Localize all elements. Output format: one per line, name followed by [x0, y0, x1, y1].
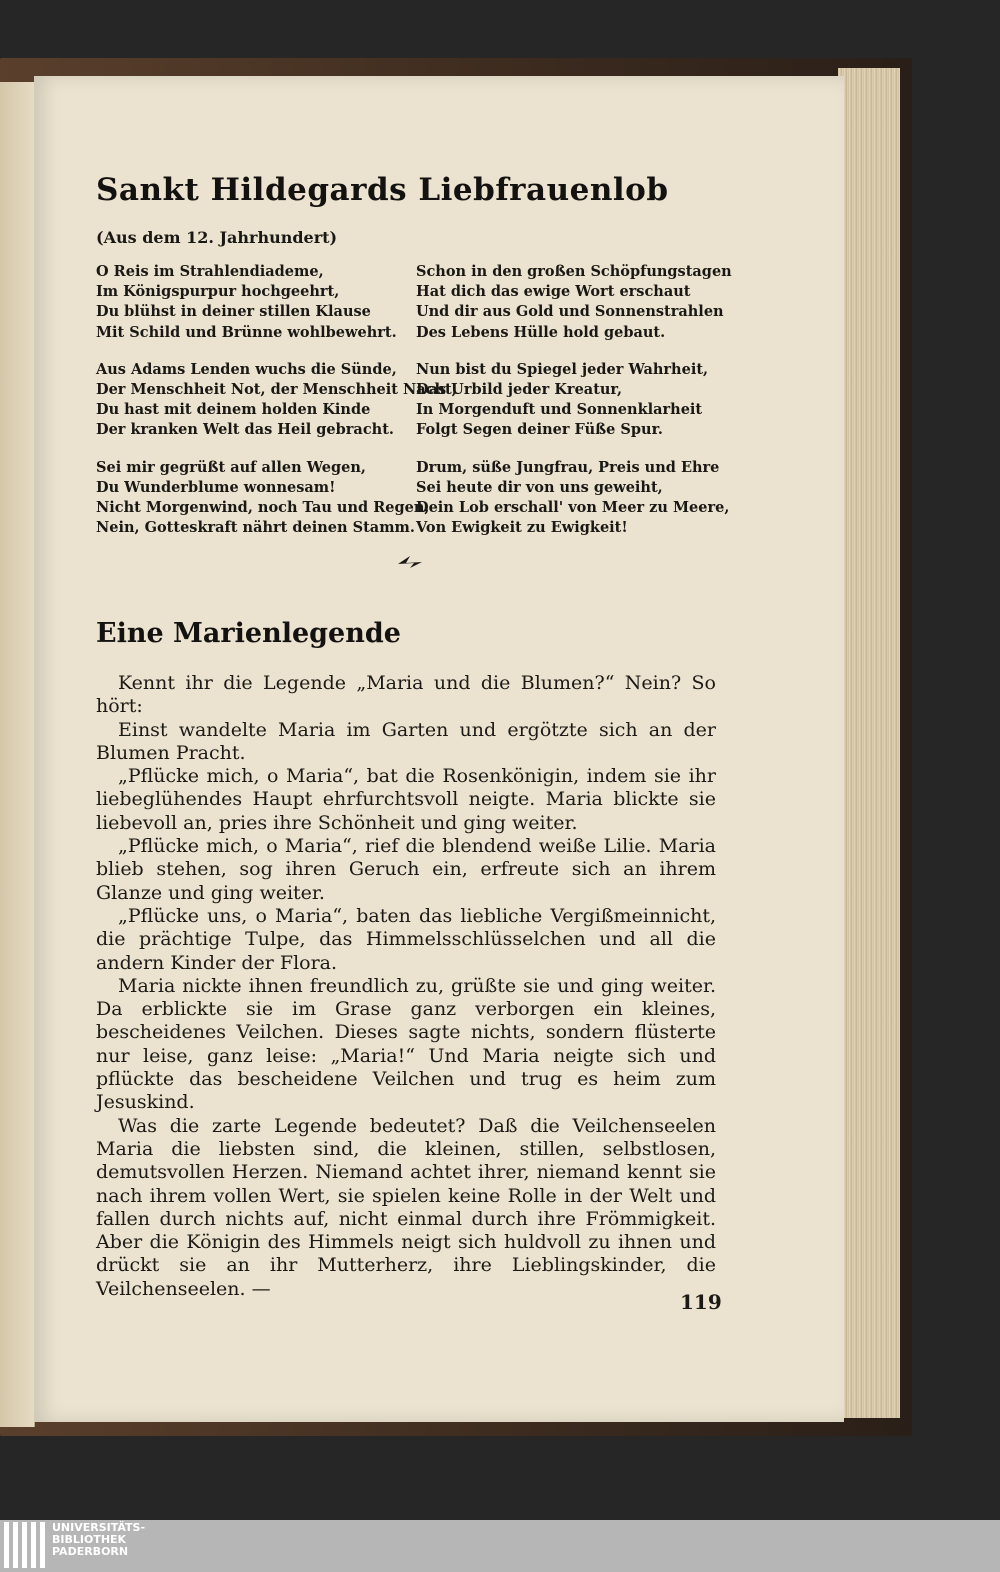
poem-line: Von Ewigkeit zu Ewigkeit!: [416, 519, 628, 537]
library-name-line: BIBLIOTHEK: [52, 1533, 127, 1546]
poem-column-left: [96, 262, 457, 555]
poem-line: In Morgenduft und Sonnenklarheit: [416, 401, 703, 419]
poem-line: Mit Schild und Brünne wohlbewehrt.: [96, 323, 397, 341]
legend-text: [96, 672, 716, 1301]
stanza: [96, 262, 426, 343]
poem-line: Aus Adams Lenden wuchs die Sünde,: [96, 360, 397, 378]
library-name-line: PADERBORN: [52, 1545, 129, 1558]
stanza: [96, 458, 430, 539]
poem-line: Das Urbild jeder Kreatur,: [416, 381, 623, 399]
stanza: [96, 360, 457, 441]
poem-line: Nicht Morgenwind, noch Tau und Regen,: [96, 499, 430, 517]
poem-line: Du hast mit deinem holden Kinde: [96, 401, 371, 419]
paragraph: „Pflücke uns, o Maria“, baten das liebliche Vergißmeinnicht, die prächtige Tulpe, das Himmelsschlüsselchen und all die andern Kinder der Flora.: [96, 904, 716, 974]
poem-line: Und dir aus Gold und Sonnenstrahlen: [416, 303, 724, 321]
left-page-edge: [0, 82, 35, 1427]
poem-line: Im Königspurpur hochgeehrt,: [96, 283, 340, 301]
poem-line: Sei heute dir von uns geweiht,: [416, 478, 663, 496]
poem-line: Schon in den großen Schöpfungstagen: [416, 263, 732, 280]
ornament-icon: [396, 552, 424, 577]
paragraph: Kennt ihr die Legende „Maria und die Blumen?“ Nein? So hört:: [96, 672, 716, 718]
paragraph: „Pflücke mich, o Maria“, bat die Rosenkönigin, indem sie ihr liebeglühendes Haupt ehrfurchtsvoll neigte. Maria blickte sie liebevoll an, pries ihre Schönheit und ging weiter.: [96, 765, 716, 834]
poem-line: O Reis im Strahlendiademe,: [96, 263, 324, 280]
poem-line: Der Menschheit Not, der Menschheit Nacht,: [96, 381, 457, 399]
footer-bar: [0, 1520, 1000, 1572]
page-number: 119: [680, 1290, 722, 1314]
poem-line: Dein Lob erschall' von Meer zu Meere,: [416, 499, 730, 517]
poem-line: Du blühst in deiner stillen Klause: [96, 303, 371, 321]
paragraph: „Pflücke mich, o Maria“, rief die blendend weiße Lilie. Maria blieb stehen, sog ihren Geruch ein, erfreute sich an ihrem Glanze und ging weiter.: [96, 835, 716, 904]
poem-column-right: [416, 262, 746, 555]
paragraph: Was die zarte Legende bedeutet? Daß die Veilchenseelen Maria die liebsten sind, die kleinen, stillen, selbstlosen, demutsvollen Herzen. Niemand achtet ihrer, niemand kennt sie nach ihrem vollen Wert, sie spielen keine Rolle in der Welt und fallen durch nichts auf, nicht einmal durch ihre Frömmigkeit. Aber die Königin des Himmels neigt sich huldvoll zu ihnen und drückt sie an ihr Mutterherz, ihre Lieblingskinder, die Veilchenseelen. —: [96, 1114, 716, 1300]
library-logo-icon: [4, 1522, 46, 1568]
page-edges: [838, 68, 900, 1418]
stanza: [416, 458, 746, 539]
poem-line: Nein, Gotteskraft nährt deinen Stamm.: [96, 519, 415, 537]
poem-line: Folgt Segen deiner Füße Spur.: [416, 421, 663, 439]
poem-line: Du Wunderblume wonnesam!: [96, 478, 336, 496]
poem-line: Des Lebens Hülle hold gebaut.: [416, 323, 666, 341]
poem-line: Drum, süße Jungfrau, Preis und Ehre: [416, 458, 720, 476]
stanza: [416, 262, 746, 343]
stanza: [416, 360, 746, 441]
poem-line: Nun bist du Spiegel jeder Wahrheit,: [416, 360, 709, 378]
poem-title: Sankt Hildegards Liebfrauenlob: [96, 172, 669, 208]
library-name-line: UNIVERSITÄTS-: [52, 1521, 146, 1534]
library-name: [52, 1522, 145, 1558]
paragraph: Maria nickte ihnen freundlich zu, grüßte sie und ging weiter. Da erblickte sie im Grase ganz verborgen ein kleines, bescheidenes Veilchen. Dieses sagte nichts, sondern flüsterte nur leise, ganz leise: „Maria!“ Und Maria neigte sich und pflückte das bescheidene Veilchen und trug es heim zum Jesuskind.: [96, 974, 716, 1114]
poem-line: Sei mir gegrüßt auf allen Wegen,: [96, 458, 366, 476]
paragraph: Einst wandelte Maria im Garten und ergötzte sich an der Blumen Pracht.: [96, 718, 716, 764]
legend-title: Eine Marienlegende: [96, 618, 401, 649]
poem-subtitle: (Aus dem 12. Jahrhundert): [96, 228, 338, 247]
poem-line: Hat dich das ewige Wort erschaut: [416, 283, 691, 301]
poem-line: Der kranken Welt das Heil gebracht.: [96, 421, 394, 439]
